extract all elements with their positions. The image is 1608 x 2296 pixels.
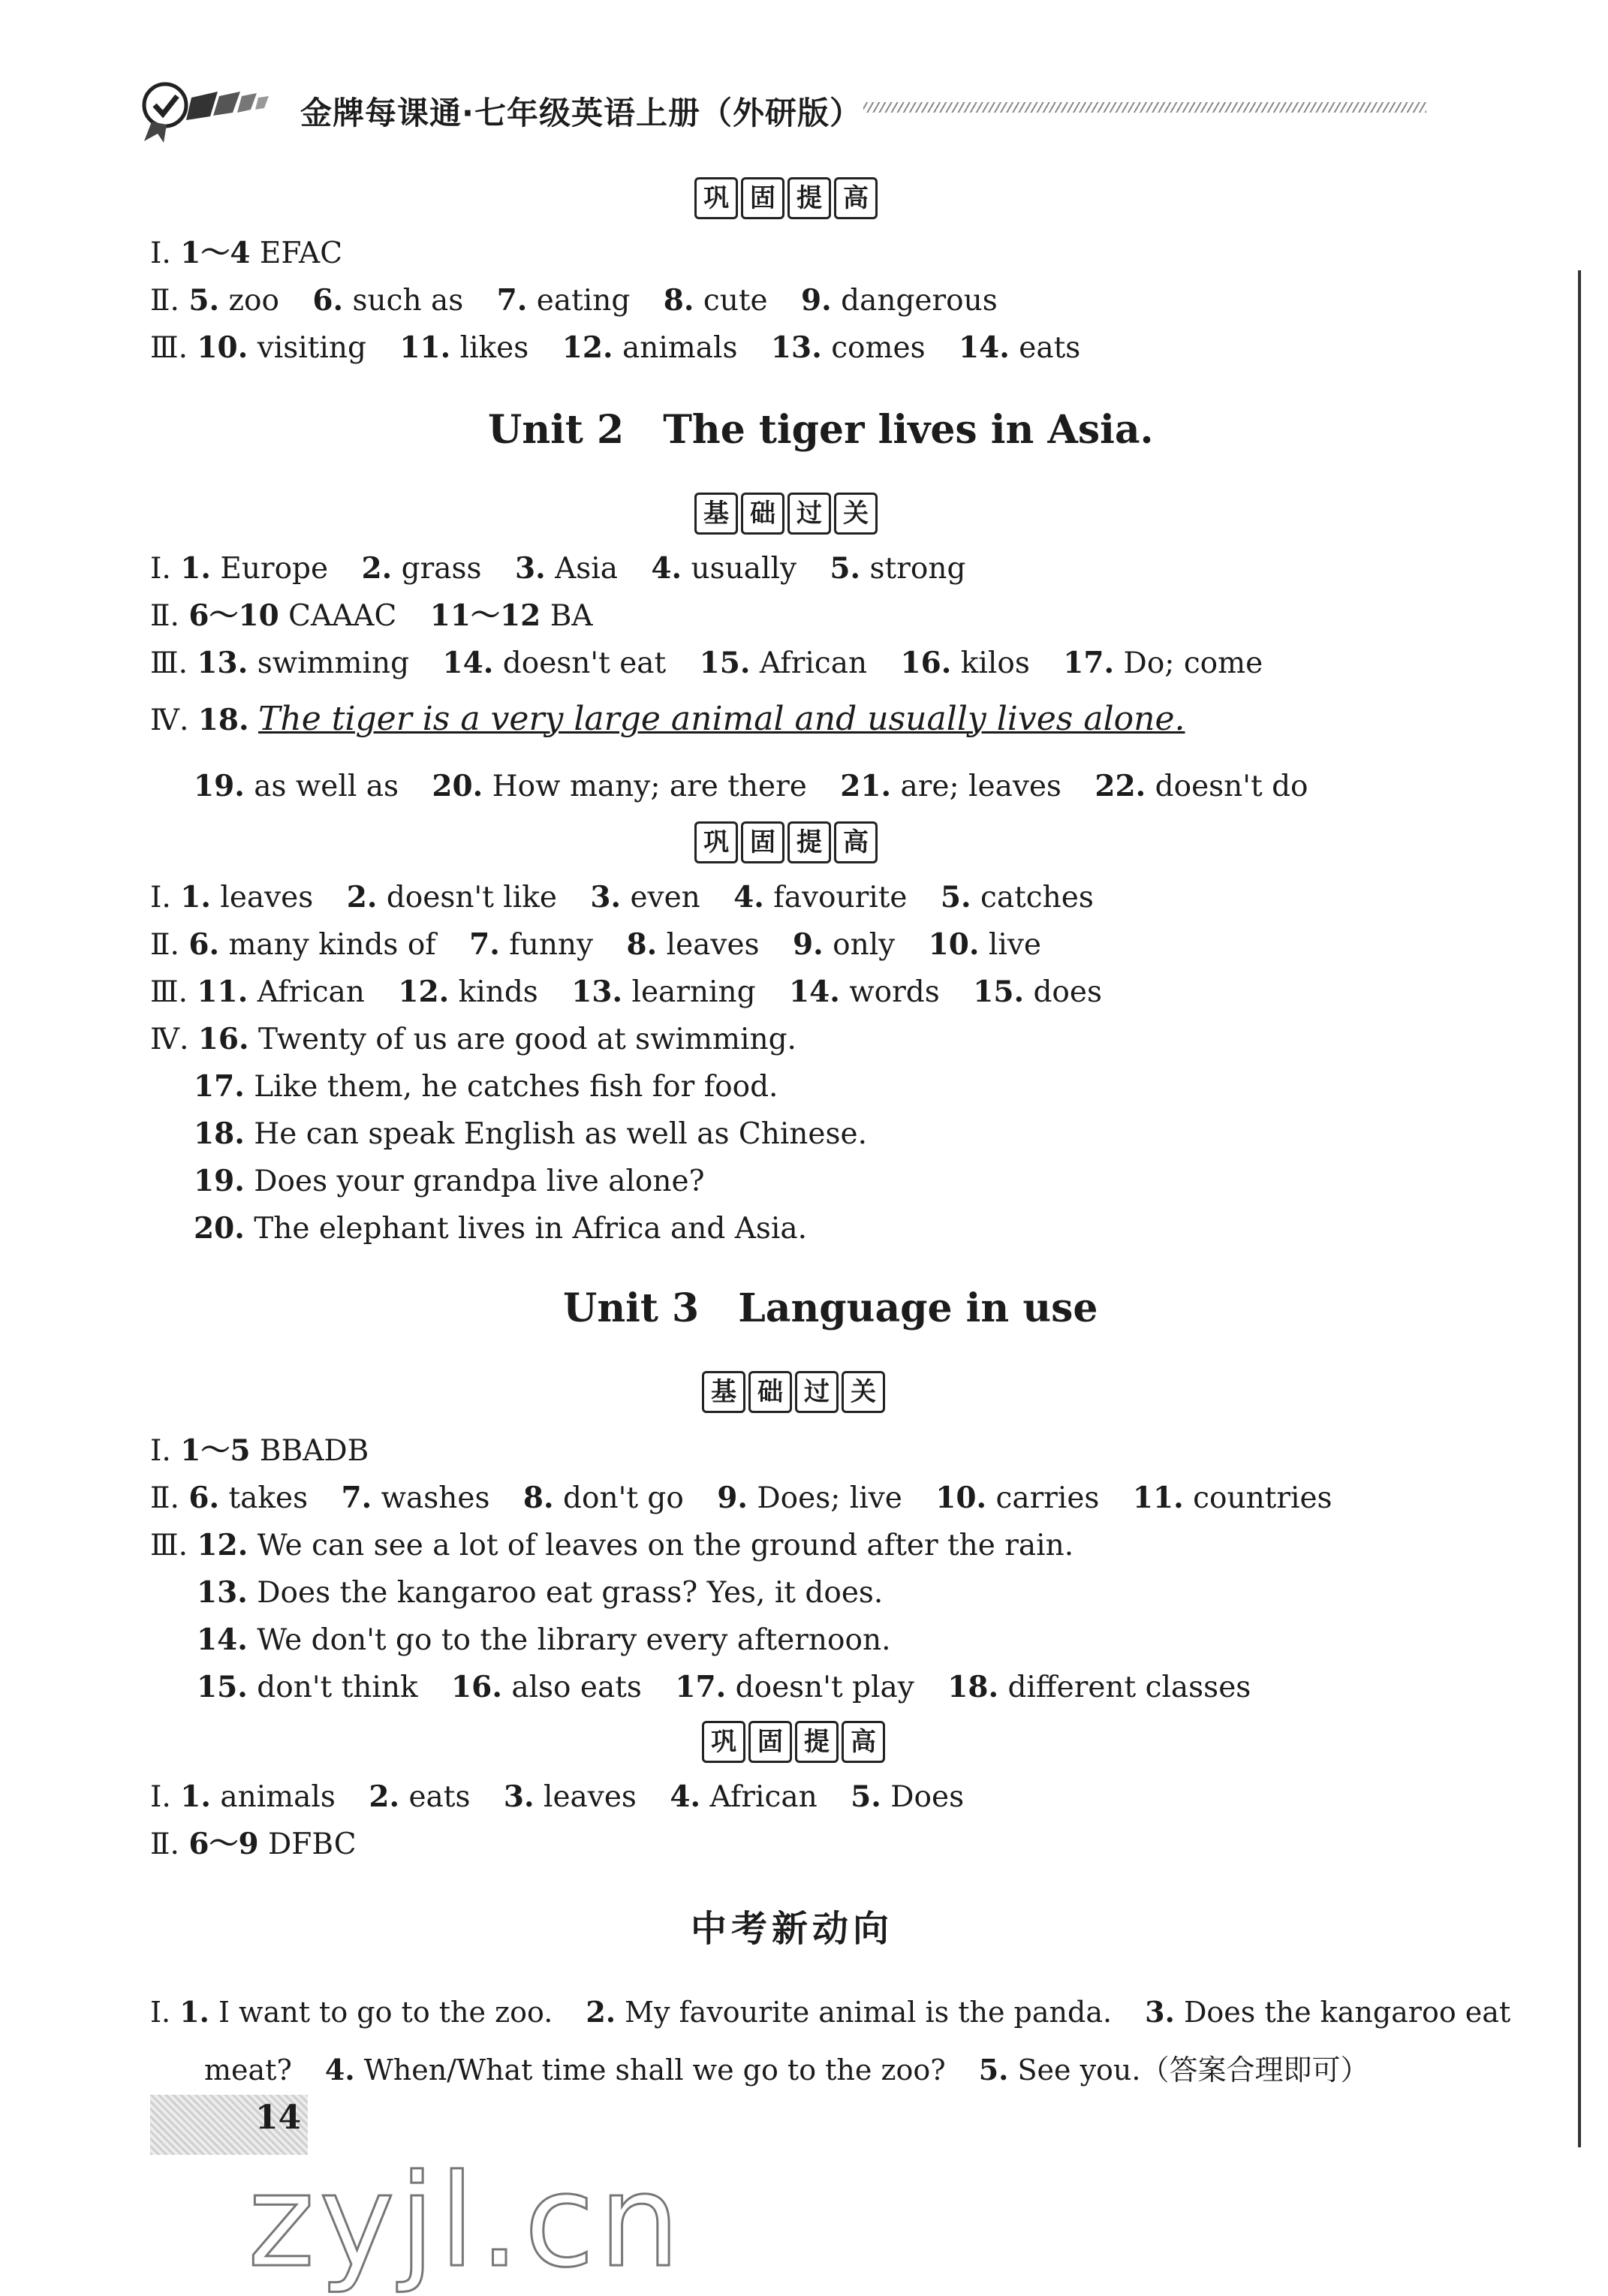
roman-numeral: Ⅰ. [150, 552, 171, 586]
question-number: 2. [361, 551, 393, 586]
question-number: 12. [562, 330, 613, 365]
answer-text: Twenty of us are good at swimming. [258, 1023, 796, 1056]
answer-text: takes [228, 1481, 309, 1515]
answer-text: eating [536, 284, 631, 318]
answer-text: comes [831, 331, 926, 365]
badge-char: 巩 [694, 821, 738, 863]
section-badge-basic [694, 493, 878, 535]
answer-text: even [630, 881, 700, 914]
answer-text: countries [1193, 1481, 1332, 1515]
answer-text: visiting [257, 331, 366, 365]
badge-char: 础 [741, 493, 784, 535]
question-number: 19. [194, 769, 245, 803]
answer-line [150, 644, 1287, 682]
roman-numeral: Ⅱ. [150, 599, 179, 633]
roman-numeral: Ⅲ. [150, 975, 188, 1009]
answer-text: The elephant lives in Africa and Asia. [254, 1212, 808, 1246]
answer-text: We can see a lot of leaves on the ground after the rain. [257, 1529, 1074, 1562]
question-number: 11. [1132, 1481, 1184, 1515]
question-number: 11. [197, 975, 248, 1009]
answer-text: learning [631, 975, 756, 1009]
answer-text: don't think [257, 1671, 418, 1704]
question-number: 3. [590, 880, 622, 914]
question-number: 14. [959, 330, 1010, 365]
unit-title: Unit 3 Language in use [563, 1285, 1098, 1331]
answer-line [150, 1825, 381, 1864]
header-title: 金牌每课通·七年级英语上册（外研版） [300, 95, 862, 131]
question-number: 16. [451, 1670, 502, 1704]
answer-text: catches [980, 881, 1094, 914]
answer-text: as well as [254, 770, 399, 803]
section-badge-advanced [694, 177, 878, 219]
question-number: 2. [369, 1779, 400, 1814]
answer-line [150, 234, 366, 273]
answer-text: African [257, 975, 365, 1009]
question-number: 13. [571, 975, 623, 1009]
answer-text: dangerous [841, 284, 998, 318]
question-number: 1. [180, 1779, 211, 1814]
badge-char: 过 [795, 1371, 839, 1413]
watermark: zyjl.cn [248, 2147, 685, 2296]
question-number: 8. [626, 927, 658, 962]
answer-text: doesn't like [386, 881, 557, 914]
question-number: 17. [194, 1069, 245, 1104]
badge-char: 提 [787, 821, 831, 863]
badge-char: 关 [842, 1371, 885, 1413]
answer-text: doesn't eat [502, 646, 667, 680]
question-number: 8. [522, 1481, 554, 1515]
answer-line [194, 1115, 867, 1153]
answer-line [194, 1162, 705, 1201]
roman-numeral: Ⅳ. [150, 704, 189, 737]
question-number: 4. [324, 2053, 355, 2087]
section-title-zhongkao: 中考新动向 [691, 1908, 894, 1950]
answer-line [150, 973, 1126, 1011]
badge-char: 基 [694, 493, 738, 535]
answer-text: animals [220, 1780, 336, 1814]
question-number: 20. [432, 769, 483, 803]
header-divider [863, 102, 1426, 113]
answer-text: See you.（答案合理即可） [1017, 2053, 1369, 2087]
question-number: 7. [496, 283, 528, 318]
answer-text: zoo [228, 284, 279, 318]
roman-numeral: Ⅲ. [150, 646, 188, 680]
badge-char: 固 [748, 1721, 792, 1763]
question-number: 21. [840, 769, 892, 803]
answer-line [194, 1068, 778, 1106]
question-number: 17. [1063, 646, 1115, 680]
question-number: 17. [675, 1670, 727, 1704]
question-number: 11～12 [429, 598, 541, 633]
roman-numeral: Ⅰ. [150, 237, 171, 270]
question-number: 14. [197, 1623, 248, 1657]
answer-text: EFAC [259, 237, 343, 270]
answer-text: also eats [511, 1671, 642, 1704]
answer-line [150, 878, 1118, 917]
answer-text: don't go [563, 1481, 684, 1515]
answer-text: I want to go to the zoo. [218, 1996, 553, 2029]
question-number: 1. [180, 880, 211, 914]
answer-text: usually [691, 552, 796, 586]
question-number: 14. [789, 975, 840, 1009]
medal-check-icon [135, 75, 278, 143]
badge-char: 关 [834, 493, 878, 535]
question-number: 4. [651, 551, 682, 586]
answer-text: Europe [220, 552, 329, 586]
question-number: 3. [514, 551, 546, 586]
answer-text: does [1033, 975, 1102, 1009]
question-number: 6. [188, 1481, 220, 1515]
answer-text: only [833, 928, 896, 962]
answer-text: doesn't play [735, 1671, 914, 1704]
question-number: 19. [194, 1164, 245, 1198]
answer-text: African [709, 1780, 818, 1814]
answer-text: swimming [257, 646, 410, 680]
question-number: 15. [973, 975, 1025, 1009]
answer-line [150, 701, 1185, 740]
roman-numeral: Ⅳ. [150, 1023, 189, 1056]
roman-numeral: Ⅰ. [150, 1996, 171, 2029]
question-number: 12. [398, 975, 450, 1009]
answer-text: such as [352, 284, 464, 318]
section-badge-advanced [702, 1721, 885, 1763]
page-edge-line [1578, 270, 1581, 2147]
roman-numeral: Ⅰ. [150, 1434, 171, 1468]
answer-text: strong [869, 552, 966, 586]
section-badge-basic [702, 1371, 885, 1413]
answer-text: DFBC [268, 1827, 357, 1861]
badge-char: 巩 [702, 1721, 745, 1763]
unit-title: Unit 2 The tiger lives in Asia. [488, 407, 1154, 453]
question-number: 2. [346, 880, 378, 914]
badge-char: 过 [787, 493, 831, 535]
question-number: 12. [197, 1528, 248, 1562]
question-number: 16. [197, 1022, 249, 1056]
answer-line [150, 1778, 988, 1816]
badge-char: 提 [795, 1721, 839, 1763]
question-number: 1～5 [180, 1433, 251, 1468]
question-number: 8. [663, 283, 694, 318]
answer-text: words [849, 975, 940, 1009]
answer-text: Asia [555, 552, 618, 586]
badge-char: 固 [741, 177, 784, 219]
answer-text: funny [509, 928, 594, 962]
question-number: 18. [947, 1670, 999, 1704]
question-number: 5. [940, 880, 971, 914]
answer-text: When/What time shall we go to the zoo? [363, 2053, 946, 2087]
answer-text: kinds [458, 975, 538, 1009]
answer-text: leaves [544, 1780, 637, 1814]
question-number: 15. [197, 1670, 248, 1704]
question-number: 6. [188, 927, 220, 962]
handwritten-answer: The tiger is a very large animal and usually lives alone. [258, 700, 1185, 738]
question-number: 16. [900, 646, 952, 680]
answer-line [204, 2051, 1369, 2089]
question-number: 3. [503, 1779, 534, 1814]
answer-text: We don't go to the library every afternoon. [257, 1623, 891, 1657]
question-number: 6. [312, 283, 344, 318]
question-number: 18. [197, 703, 249, 737]
roman-numeral: Ⅰ. [150, 881, 171, 914]
roman-numeral: Ⅲ. [150, 1529, 188, 1562]
header-logo [135, 75, 278, 143]
roman-numeral: Ⅱ. [150, 1827, 179, 1861]
question-number: 9. [801, 283, 832, 318]
answer-text: favourite [773, 881, 908, 914]
page-number: 14 [255, 2099, 302, 2137]
question-number: 2. [586, 1995, 616, 2029]
answer-line [150, 282, 1022, 320]
roman-numeral: Ⅱ. [150, 928, 179, 962]
answer-text: animals [622, 331, 738, 365]
answer-line [150, 926, 1065, 964]
question-number: 5. [851, 1779, 881, 1814]
answer-text: live [988, 928, 1041, 962]
answer-text: He can speak English as well as Chinese. [254, 1117, 867, 1151]
answer-text: leaves [666, 928, 760, 962]
answer-text: Does [890, 1780, 965, 1814]
answer-text: leaves [220, 881, 314, 914]
badge-char: 高 [834, 177, 878, 219]
question-number: 13. [197, 1575, 248, 1610]
badge-char: 高 [842, 1721, 885, 1763]
section-badge-advanced [694, 821, 878, 863]
answer-text: BBADB [259, 1434, 369, 1468]
answer-line [194, 767, 1332, 806]
question-number: 15. [699, 646, 751, 680]
answer-text: How many; are there [492, 770, 807, 803]
roman-numeral: Ⅲ. [150, 331, 188, 365]
answer-line [197, 1574, 883, 1612]
question-number: 5. [978, 2053, 1009, 2087]
answer-text: eats [408, 1780, 471, 1814]
answer-text: meat? [204, 2053, 292, 2087]
roman-numeral: Ⅰ. [150, 1780, 171, 1814]
answer-text: eats [1019, 331, 1081, 365]
badge-char: 提 [787, 177, 831, 219]
answer-text: Does your grandpa live alone? [254, 1165, 705, 1198]
question-number: 13. [197, 646, 248, 680]
badge-char: 固 [741, 821, 784, 863]
answer-line [197, 1668, 1275, 1707]
question-number: 4. [733, 880, 764, 914]
answer-text: Do; come [1123, 646, 1263, 680]
answer-text: BA [550, 599, 593, 633]
question-number: 5. [830, 551, 861, 586]
question-number: 1～4 [180, 236, 251, 270]
question-number: 22. [1095, 769, 1146, 803]
question-number: 3. [1145, 1995, 1175, 2029]
answer-text: cute [703, 284, 768, 318]
question-number: 20. [194, 1211, 245, 1246]
answer-line [194, 1210, 807, 1248]
question-number: 4. [670, 1779, 701, 1814]
answer-line [150, 1020, 796, 1059]
question-number: 18. [194, 1116, 245, 1151]
badge-char: 巩 [694, 177, 738, 219]
answer-text: Does the kangaroo eat grass? Yes, it does. [257, 1576, 884, 1610]
answer-line [150, 1993, 1510, 2031]
badge-char: 基 [702, 1371, 745, 1413]
answer-text: different classes [1007, 1671, 1251, 1704]
answer-text: My favourite animal is the panda. [625, 1996, 1113, 2029]
answer-text: doesn't do [1155, 770, 1308, 803]
answer-line [150, 329, 1104, 367]
answer-text: CAAAC [288, 599, 397, 633]
question-number: 6～10 [188, 598, 279, 633]
answer-text: Does; live [757, 1481, 902, 1515]
question-number: 10. [197, 330, 248, 365]
answer-line [150, 1526, 1074, 1565]
question-number: 10. [935, 1481, 987, 1515]
question-number: 11. [399, 330, 451, 365]
answer-text: carries [995, 1481, 1100, 1515]
badge-char: 础 [748, 1371, 792, 1413]
answer-line [150, 1432, 393, 1470]
question-number: 1. [179, 1995, 209, 2029]
question-number: 7. [341, 1481, 372, 1515]
question-number: 6～9 [188, 1827, 259, 1861]
roman-numeral: Ⅱ. [150, 1481, 179, 1515]
question-number: 13. [770, 330, 822, 365]
question-number: 14. [442, 646, 494, 680]
answer-text: Does the kangaroo eat [1183, 1996, 1511, 2029]
answer-line [150, 1479, 1357, 1517]
badge-char: 高 [834, 821, 878, 863]
question-number: 10. [928, 927, 980, 962]
question-number: 5. [188, 283, 220, 318]
answer-text: African [759, 646, 868, 680]
answer-line [150, 550, 989, 588]
question-number: 9. [717, 1481, 748, 1515]
answer-text: washes [381, 1481, 490, 1515]
answer-line [197, 1621, 890, 1659]
answer-line [150, 597, 617, 635]
answer-text: likes [459, 331, 529, 365]
answer-text: are; leaves [900, 770, 1061, 803]
answer-text: Like them, he catches fish for food. [254, 1070, 778, 1104]
roman-numeral: Ⅱ. [150, 284, 179, 318]
question-number: 7. [469, 927, 500, 962]
answer-text: grass [401, 552, 482, 586]
question-number: 1. [180, 551, 211, 586]
question-number: 9. [792, 927, 824, 962]
answer-text: many kinds of [228, 928, 436, 962]
answer-text: kilos [960, 646, 1030, 680]
